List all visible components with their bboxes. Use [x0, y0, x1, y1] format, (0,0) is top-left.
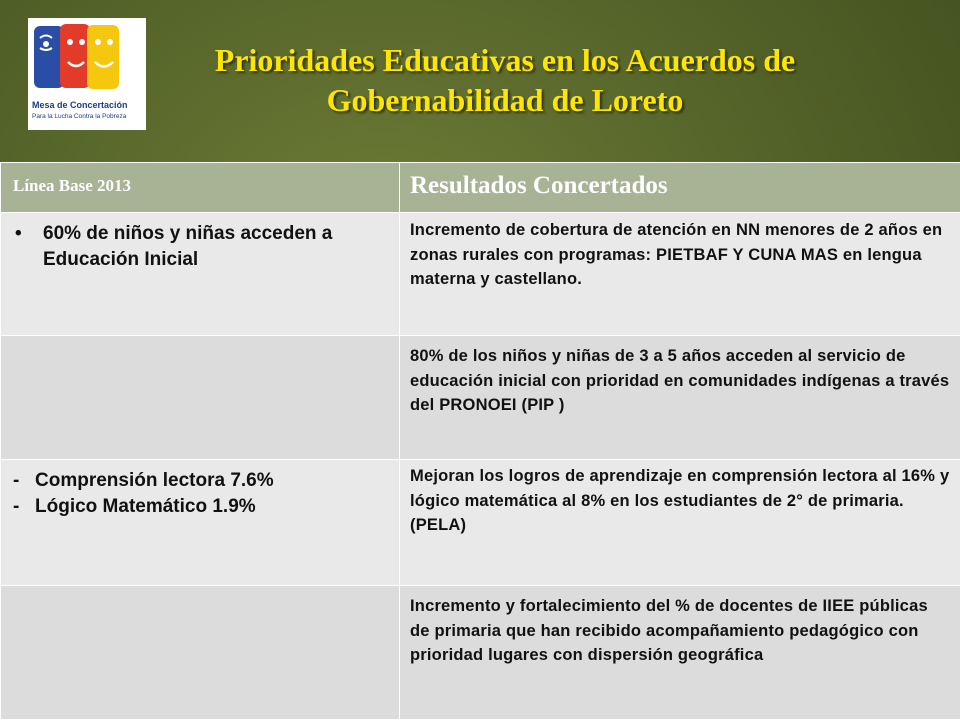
linea-base-text: Comprensión lectora 7.6%: [35, 470, 274, 491]
bullet-marker: •: [15, 223, 22, 244]
resultado-text: 80% de los niños y niñas de 3 a 5 años acceden al servicio de educación inicial con prioridad en comunidades indígenas a través del PRONOEI (PIP ): [410, 347, 950, 414]
table-header-row: [1, 163, 960, 213]
priorities-table: [0, 162, 960, 720]
table-cell-left-empty: [1, 336, 400, 460]
logo-text-sub: Para la Lucha Contra la Pobreza: [32, 113, 127, 120]
list-item: [1, 494, 399, 520]
page-title-line-1: Prioridades Educativas en los Acuerdos de: [214, 42, 796, 78]
page-title-line-2: Gobernabilidad de Loreto: [326, 82, 684, 118]
table-row: [1, 336, 960, 460]
logo-text-main: Mesa de Concertación: [32, 100, 128, 110]
table-row: [1, 460, 960, 586]
linea-base-text: Lógico Matemático 1.9%: [35, 496, 256, 517]
list-item: [1, 468, 399, 494]
table-cell-left: [1, 213, 400, 336]
table-cell-right: [400, 213, 960, 336]
resultado-text: Incremento y fortalecimiento del % de docentes de IIEE públicas de primaria que han recibido acompañamiento pedagógico con prioridad lugares con dispersión geográfica: [410, 597, 928, 664]
linea-base-text: 60% de niños y niñas acceden a Educación Inicial: [43, 223, 333, 270]
masks-logo-icon: [32, 22, 142, 102]
resultado-text: Mejoran los logros de aprendizaje en comprensión lectora al 16% y lógico matemática al 8% en los estudiantes de 2° de primaria. (PELA): [410, 467, 950, 534]
dash-marker: -: [13, 470, 20, 491]
table-cell-left: [1, 460, 400, 586]
table-row: [1, 586, 960, 720]
page-title: [150, 40, 860, 120]
table-cell-right: [400, 336, 960, 460]
dash-marker: -: [13, 496, 20, 517]
table-cell-left-empty: [1, 586, 400, 720]
mesa-concertacion-logo: [28, 18, 146, 130]
table-cell-right: [400, 460, 960, 586]
table-cell-right: [400, 586, 960, 720]
table-row: [1, 213, 960, 336]
resultado-text: Incremento de cobertura de atención en NN menores de 2 años en zonas rurales con programas: PIETBAF Y CUNA MAS en lengua materna y castellano.: [410, 221, 943, 288]
header-resultados: Resultados Concertados: [400, 163, 960, 213]
header-linea-base: Línea Base 2013: [1, 163, 400, 213]
